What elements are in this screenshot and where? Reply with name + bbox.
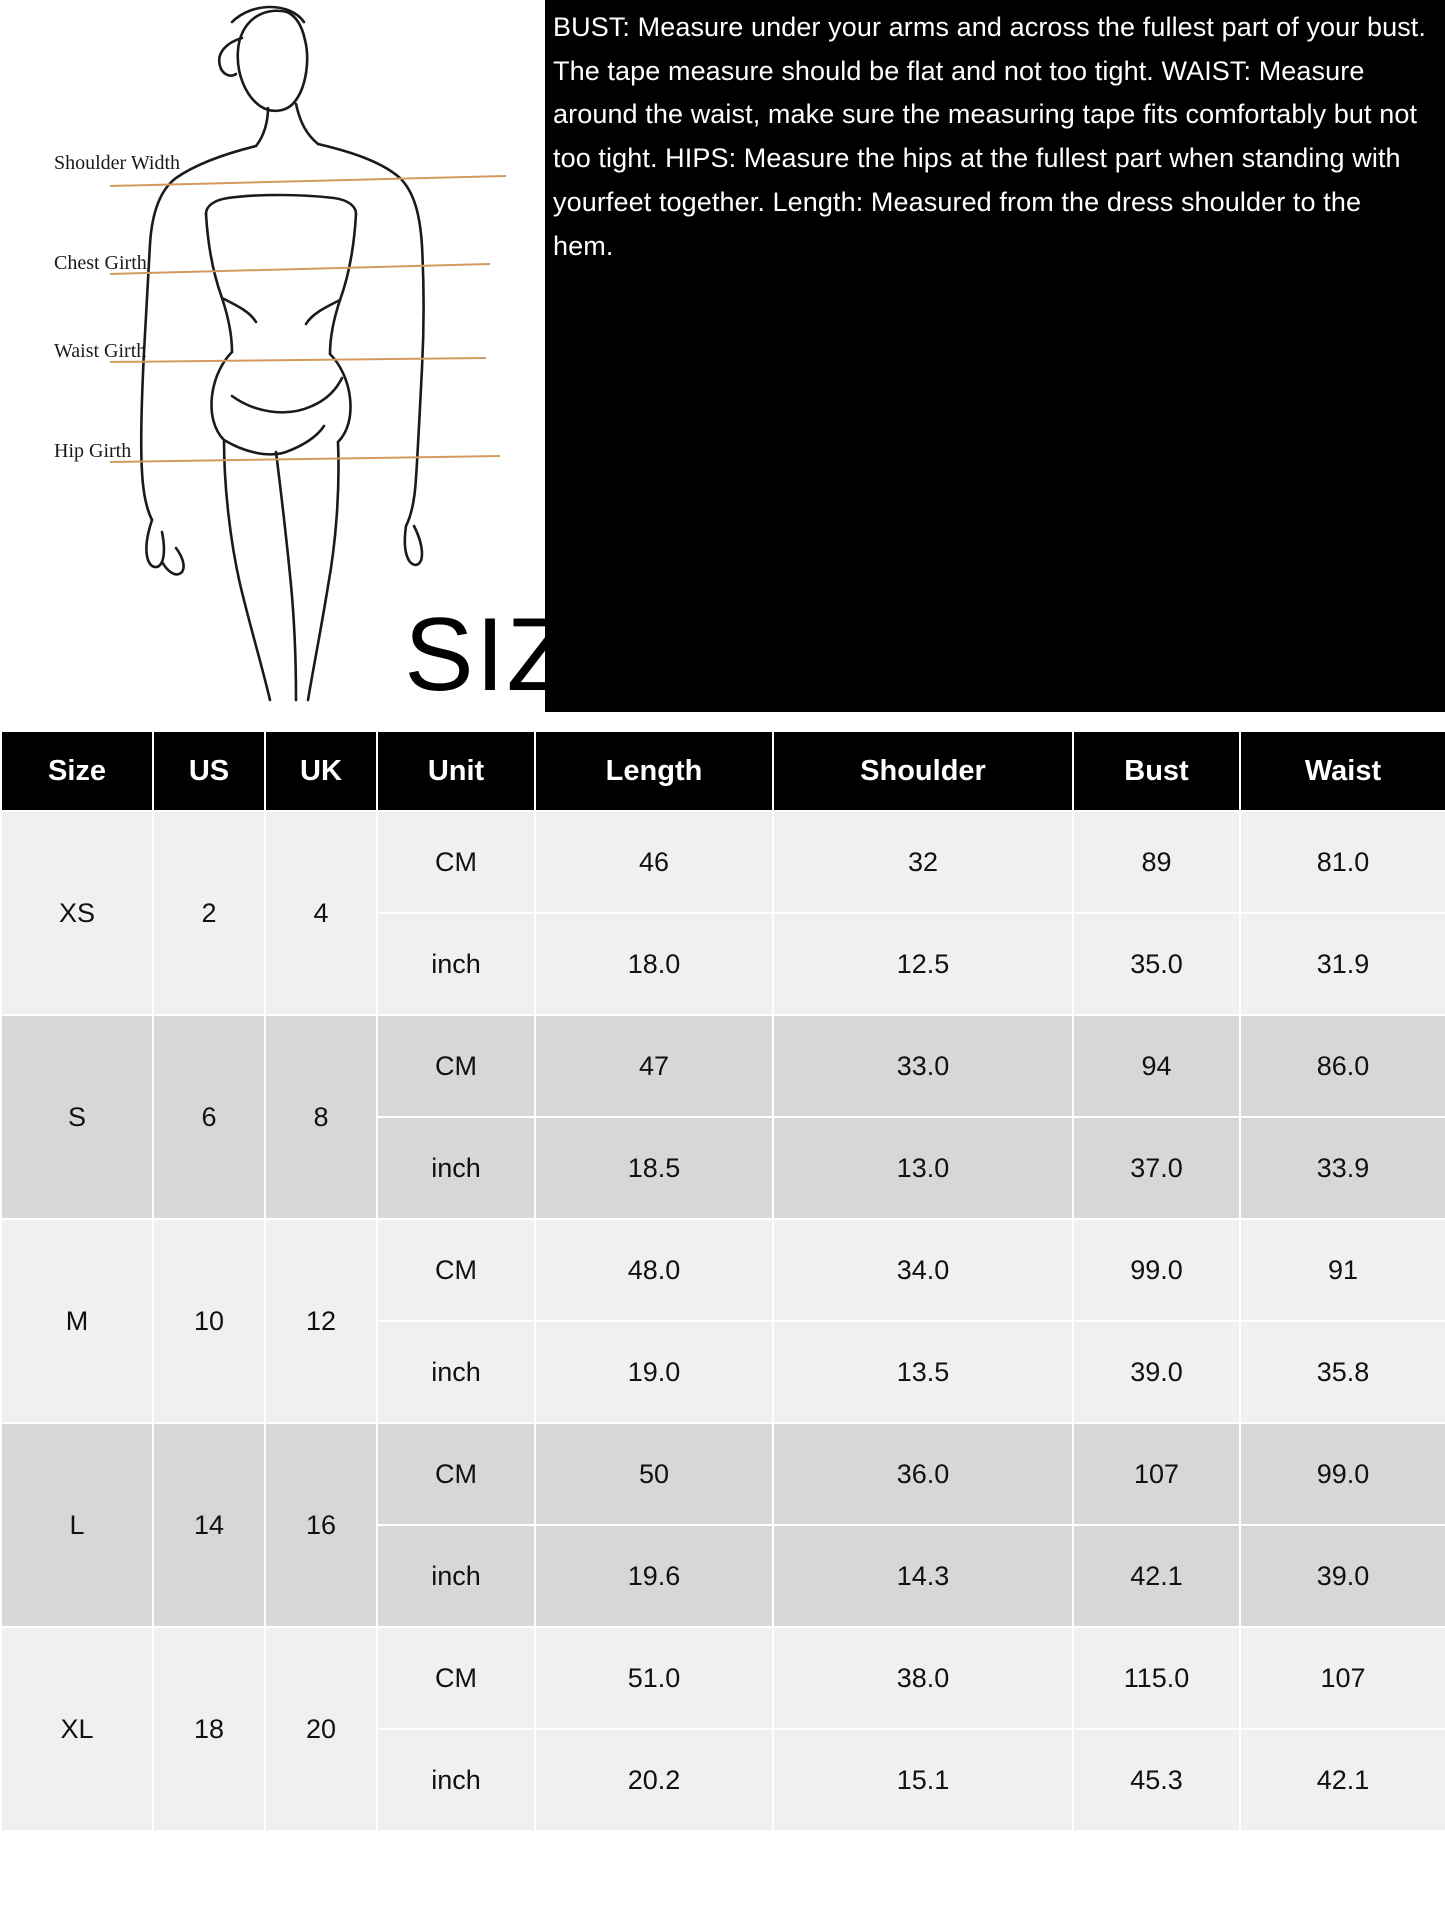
cell-us: 6 (153, 1015, 265, 1219)
cell-unit: CM (377, 1423, 535, 1525)
measuring-instructions-text: BUST: Measure under your arms and across the fullest part of your bust. The tape measure should be flat and not too tight. WAIST: Measure around the waist, make sure the measuring tape fits comfortably but not too tight. HIPS: Measure the hips at the fullest part when standing with yourfeet together. Length: Measured from the dress shoulder to the hem. (553, 12, 1426, 261)
cell-shoulder: 14.3 (773, 1525, 1073, 1627)
cell-shoulder: 13.0 (773, 1117, 1073, 1219)
table-row (1, 1015, 1445, 1117)
cell-shoulder: 32 (773, 811, 1073, 913)
label-hip-girth: Hip Girth (54, 440, 132, 462)
cell-uk: 12 (265, 1219, 377, 1423)
cell-shoulder: 12.5 (773, 913, 1073, 1015)
table-row (1, 811, 1445, 913)
cell-shoulder: 33.0 (773, 1015, 1073, 1117)
cell-waist: 99.0 (1240, 1423, 1445, 1525)
cell-uk: 8 (265, 1015, 377, 1219)
label-chest-girth: Chest Girth (54, 252, 147, 274)
cell-us: 10 (153, 1219, 265, 1423)
cell-unit: inch (377, 1729, 535, 1831)
cell-bust: 89 (1073, 811, 1240, 913)
cell-length: 20.2 (535, 1729, 773, 1831)
size-chart-table (0, 730, 1445, 1832)
table-header-row (1, 731, 1445, 811)
cell-unit: inch (377, 913, 535, 1015)
cell-bust: 94 (1073, 1015, 1240, 1117)
cell-waist: 91 (1240, 1219, 1445, 1321)
cell-size: S (1, 1015, 153, 1219)
cell-waist: 86.0 (1240, 1015, 1445, 1117)
cell-bust: 39.0 (1073, 1321, 1240, 1423)
cell-size: XL (1, 1627, 153, 1831)
label-shoulder-width: Shoulder Width (54, 152, 181, 174)
cell-length: 47 (535, 1015, 773, 1117)
measurement-lines (110, 176, 506, 462)
cell-shoulder: 38.0 (773, 1627, 1073, 1729)
cell-length: 46 (535, 811, 773, 913)
title-area (0, 597, 1445, 726)
cell-us: 2 (153, 811, 265, 1015)
cell-bust: 115.0 (1073, 1627, 1240, 1729)
cell-unit: CM (377, 1015, 535, 1117)
cell-length: 48.0 (535, 1219, 773, 1321)
cell-waist: 107 (1240, 1627, 1445, 1729)
cell-waist: 42.1 (1240, 1729, 1445, 1831)
cell-us: 14 (153, 1423, 265, 1627)
header-us: US (153, 731, 265, 811)
cell-unit: inch (377, 1321, 535, 1423)
cell-bust: 37.0 (1073, 1117, 1240, 1219)
table-row (1, 1423, 1445, 1525)
cell-waist: 33.9 (1240, 1117, 1445, 1219)
header-size: Size (1, 731, 153, 811)
cell-length: 51.0 (535, 1627, 773, 1729)
cell-shoulder: 13.5 (773, 1321, 1073, 1423)
cell-length: 19.0 (535, 1321, 773, 1423)
header-waist: Waist (1240, 731, 1445, 811)
cell-waist: 31.9 (1240, 913, 1445, 1015)
cell-us: 18 (153, 1627, 265, 1831)
cell-waist: 35.8 (1240, 1321, 1445, 1423)
cell-shoulder: 34.0 (773, 1219, 1073, 1321)
cell-unit: CM (377, 1219, 535, 1321)
table-row (1, 1219, 1445, 1321)
cell-uk: 4 (265, 811, 377, 1015)
cell-uk: 16 (265, 1423, 377, 1627)
header-bust: Bust (1073, 731, 1240, 811)
cell-size: M (1, 1219, 153, 1423)
cell-shoulder: 36.0 (773, 1423, 1073, 1525)
table-row (1, 1627, 1445, 1729)
cell-waist: 39.0 (1240, 1525, 1445, 1627)
cell-bust: 35.0 (1073, 913, 1240, 1015)
cell-unit: CM (377, 811, 535, 913)
page-title: SIZE CHART (404, 597, 1041, 713)
cell-length: 50 (535, 1423, 773, 1525)
cell-unit: CM (377, 1627, 535, 1729)
cell-bust: 99.0 (1073, 1219, 1240, 1321)
cell-bust: 45.3 (1073, 1729, 1240, 1831)
cell-size: XS (1, 811, 153, 1015)
cell-length: 19.6 (535, 1525, 773, 1627)
cell-bust: 42.1 (1073, 1525, 1240, 1627)
header-length: Length (535, 731, 773, 811)
header-uk: UK (265, 731, 377, 811)
cell-length: 18.5 (535, 1117, 773, 1219)
header-unit: Unit (377, 731, 535, 811)
cell-length: 18.0 (535, 913, 773, 1015)
header-shoulder: Shoulder (773, 731, 1073, 811)
label-waist-girth: Waist Girth (54, 340, 147, 362)
cell-size: L (1, 1423, 153, 1627)
cell-unit: inch (377, 1525, 535, 1627)
cell-uk: 20 (265, 1627, 377, 1831)
cell-bust: 107 (1073, 1423, 1240, 1525)
cell-waist: 81.0 (1240, 811, 1445, 913)
cell-shoulder: 15.1 (773, 1729, 1073, 1831)
cell-unit: inch (377, 1117, 535, 1219)
